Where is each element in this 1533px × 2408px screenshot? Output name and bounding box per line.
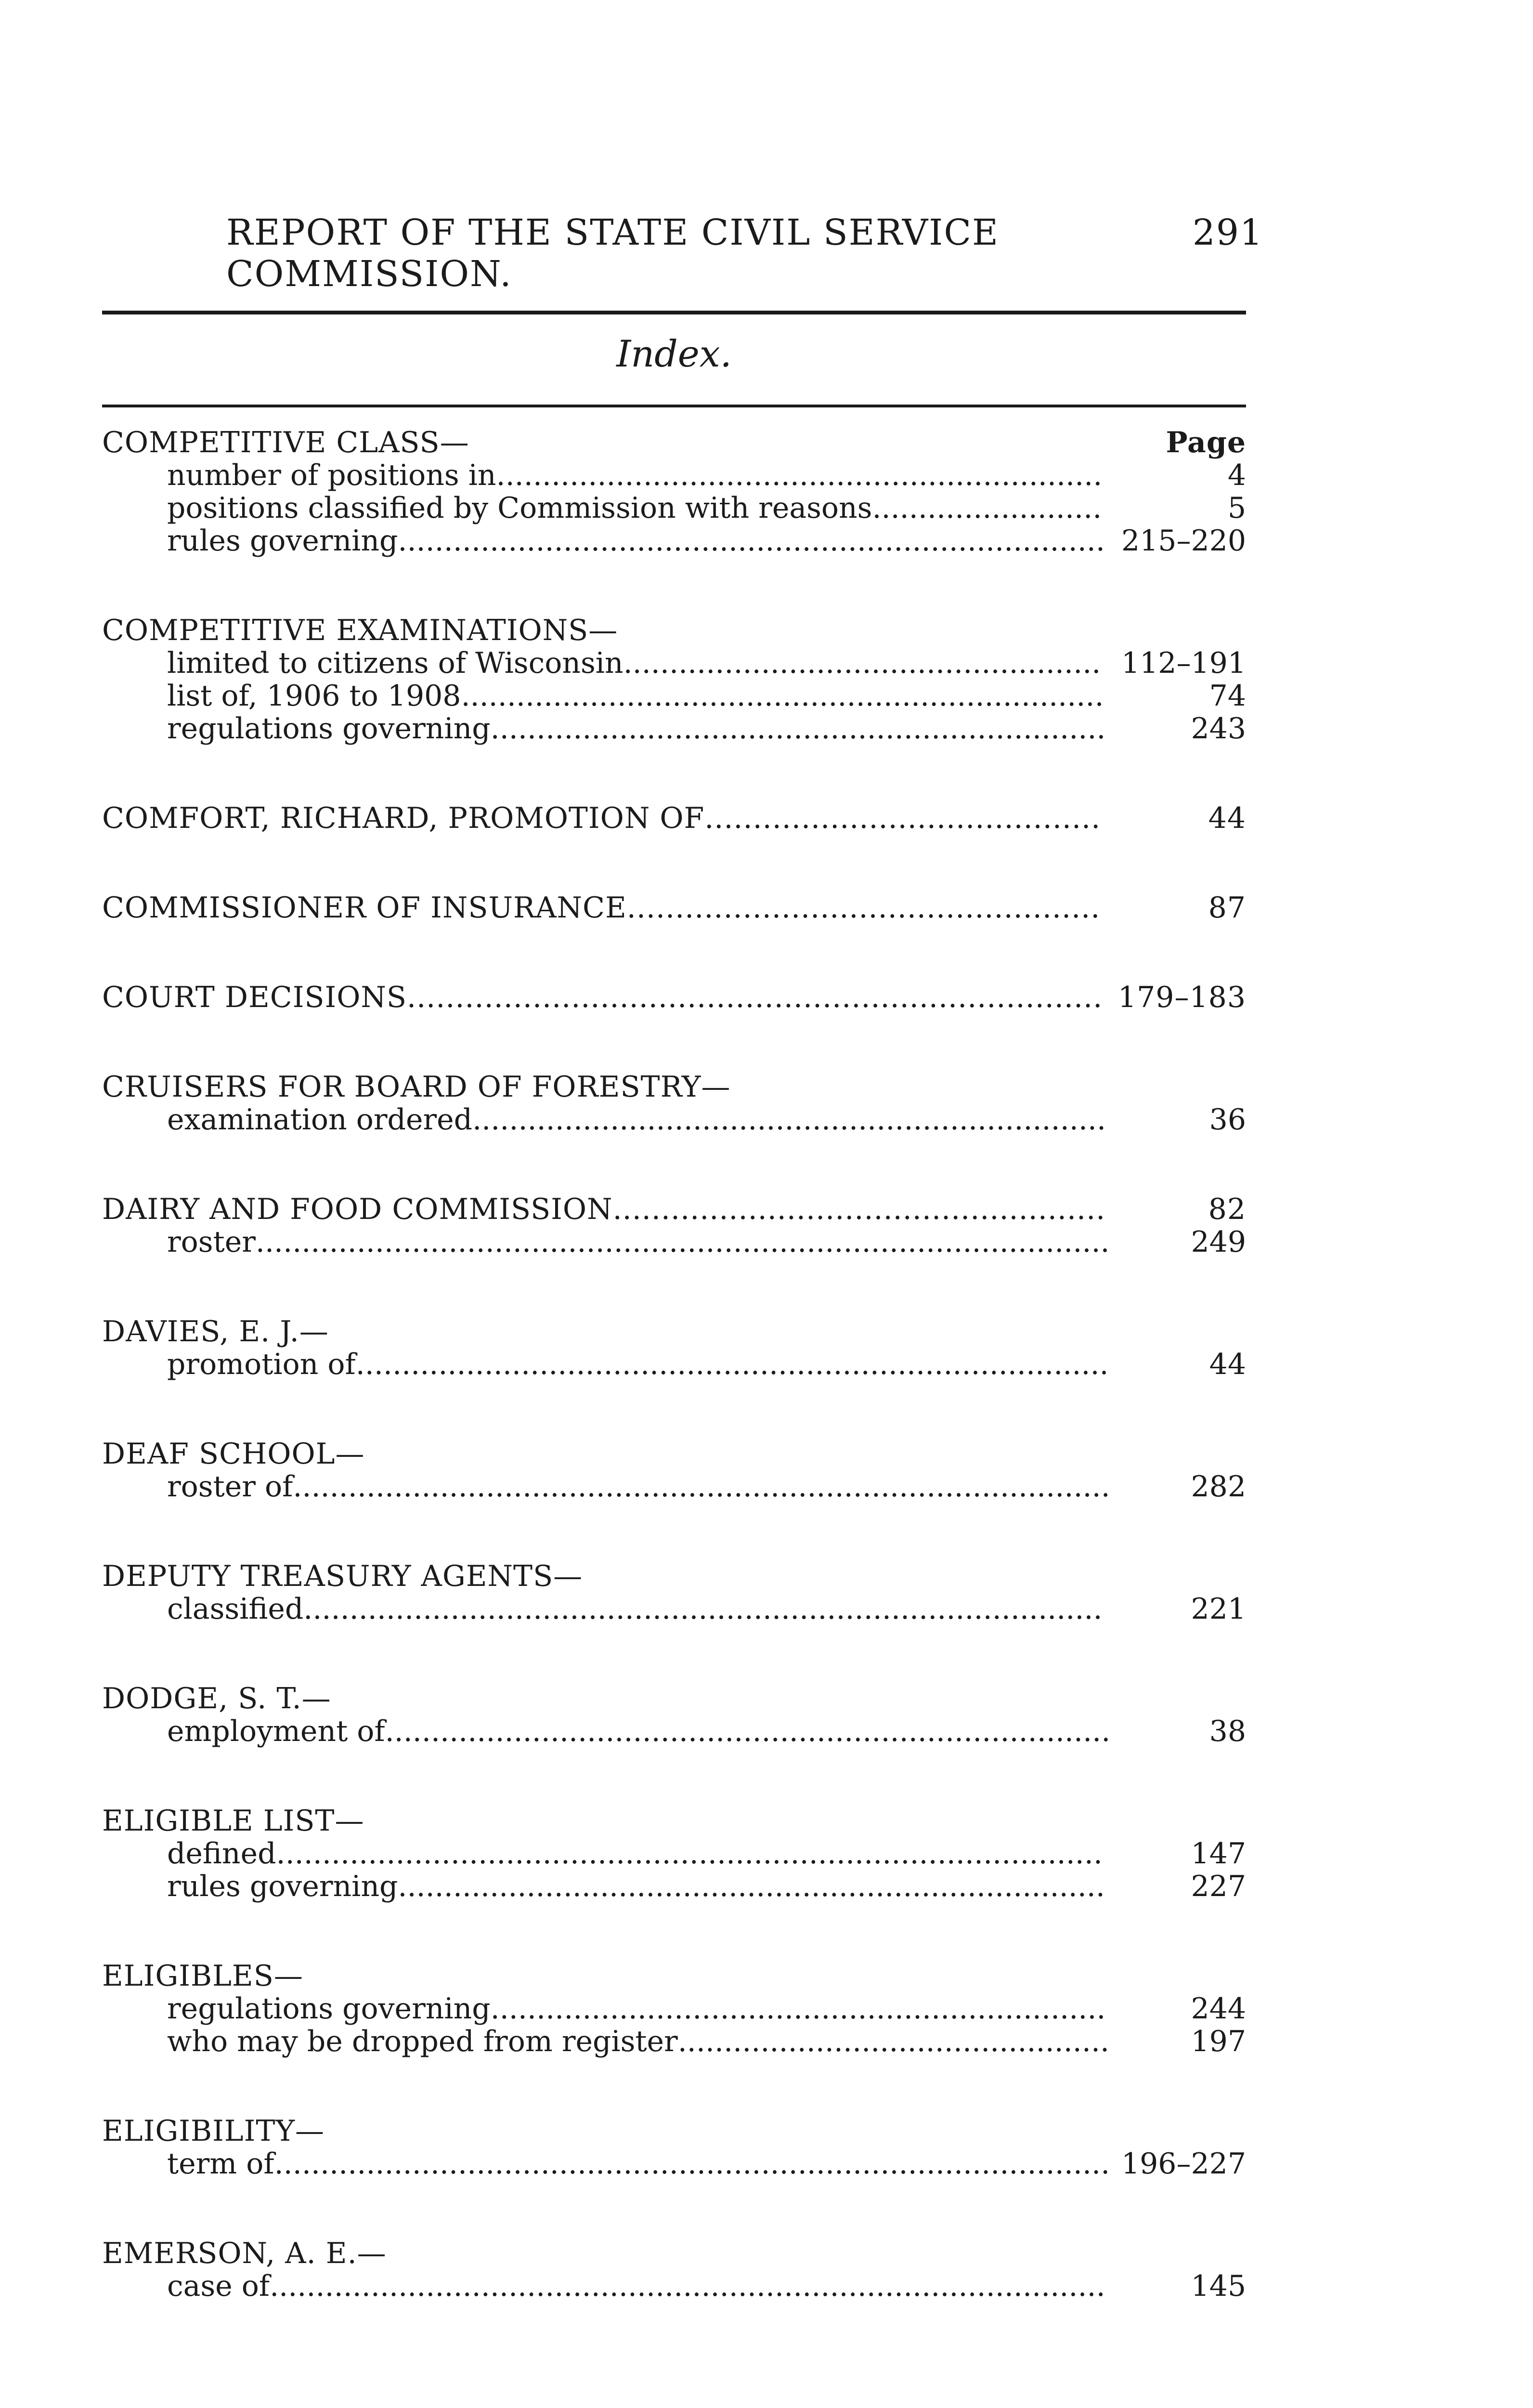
index-entry xyxy=(102,2115,1246,2180)
entry-heading xyxy=(102,1560,1246,1593)
entry-heading-text: DEPUTY TREASURY AGENTS— xyxy=(102,1559,583,1593)
page-ref: 147 xyxy=(1191,1837,1246,1871)
page-ref: 243 xyxy=(1191,712,1246,746)
dot-leader: ............................................................................. xyxy=(398,524,1105,558)
page-ref: 282 xyxy=(1191,1470,1246,1504)
entry-subitem xyxy=(102,1103,1246,1136)
dot-leader: ........................................................................................... xyxy=(270,2269,1105,2303)
dot-leader: ........................................................................ xyxy=(407,981,1103,1014)
dot-leader: ............................................................................... xyxy=(385,1714,1111,1748)
dot-leader: ................................................. xyxy=(626,891,1101,925)
entry-heading xyxy=(102,614,1246,647)
dot-leader: ........................................................................................... xyxy=(274,2147,1110,2181)
entry-heading-text: COMFORT, RICHARD, PROMOTION OF xyxy=(102,801,705,835)
dot-leader: ......................................... xyxy=(704,801,1101,835)
index-entry xyxy=(102,802,1246,835)
index-entry xyxy=(102,1315,1246,1381)
dot-leader: ......................................................................................... xyxy=(293,1470,1110,1504)
entry-subitem-text: positions classified by Commission with reasons xyxy=(167,491,872,525)
entry-heading xyxy=(102,1193,1246,1226)
page-column-label: Page xyxy=(1166,426,1246,459)
entry-subitem xyxy=(102,2025,1246,2058)
page-ref: 179–183 xyxy=(1117,981,1246,1014)
entry-subitem-text: examination ordered xyxy=(167,1103,473,1137)
page-ref: 44 xyxy=(1208,801,1246,835)
index-entry xyxy=(102,2237,1246,2303)
page-ref: 74 xyxy=(1209,679,1246,713)
entry-subitem-text: term of xyxy=(167,2147,274,2181)
page-ref: 215–220 xyxy=(1121,524,1246,558)
entry-heading-text: DAIRY AND FOOD COMMISSION xyxy=(102,1192,613,1226)
index-entry xyxy=(102,614,1246,745)
dot-leader: ................................................................... xyxy=(490,712,1106,746)
index-entry xyxy=(102,1805,1246,1903)
entry-subitem-text: rules governing xyxy=(167,1870,398,1903)
page-ref: 38 xyxy=(1209,1714,1246,1748)
page-ref: 244 xyxy=(1191,1992,1246,2026)
page-ref: 44 xyxy=(1209,1348,1246,1381)
page-ref: 145 xyxy=(1191,2269,1246,2303)
entry-heading-text: EMERSON, A. E.— xyxy=(102,2237,387,2270)
top-rule xyxy=(102,311,1246,314)
dot-leader: ......................... xyxy=(872,491,1102,525)
entry-subitem xyxy=(102,2147,1246,2180)
entry-subitem-text: promotion of xyxy=(167,1348,356,1381)
dot-leader: ..................................................................... xyxy=(472,1103,1106,1137)
entry-subitem xyxy=(102,1837,1246,1870)
dot-leader: ................................................... xyxy=(612,1192,1106,1226)
entry-heading-text: DODGE, S. T.— xyxy=(102,1682,331,1715)
index-entry xyxy=(102,1682,1246,1748)
entry-subitem-text: classified xyxy=(167,1592,304,1626)
entry-subitem xyxy=(102,1226,1246,1258)
page-ref: 36 xyxy=(1209,1103,1246,1137)
dot-leader: .................................................................................. xyxy=(355,1348,1109,1381)
section-title: Index. xyxy=(616,332,732,375)
page-ref: 82 xyxy=(1208,1192,1246,1226)
dot-leader: .................................................... xyxy=(623,646,1101,680)
page-ref: 197 xyxy=(1191,2025,1246,2058)
entry-subitem-text: regulations governing xyxy=(167,1992,491,2026)
entry-heading xyxy=(102,802,1246,835)
page-ref: 196–227 xyxy=(1121,2147,1246,2181)
entry-heading xyxy=(102,891,1246,924)
index-entry xyxy=(102,426,1246,557)
dot-leader: ............................................................................. xyxy=(398,1870,1105,1903)
entry-heading xyxy=(102,981,1246,1014)
entry-heading-text: COURT DECISIONS xyxy=(102,981,407,1014)
dot-leader: .......................................................................................... xyxy=(276,1837,1103,1871)
dot-leader: ...................................................................... xyxy=(461,679,1104,713)
page-ref: 5 xyxy=(1227,491,1246,525)
dot-leader: .................................................................. xyxy=(496,458,1103,492)
entry-subitem-text: roster xyxy=(167,1225,256,1259)
entry-subitem-text: list of, 1906 to 1908 xyxy=(167,679,461,713)
entry-subitem xyxy=(102,1992,1246,2025)
entry-heading-text: DEAF SCHOOL— xyxy=(102,1437,365,1471)
index-entry xyxy=(102,981,1246,1014)
entry-subitem xyxy=(102,524,1246,557)
dot-leader: ....................................................................................... xyxy=(303,1592,1103,1626)
entry-subitem xyxy=(102,1348,1246,1381)
page-ref: 112–191 xyxy=(1121,646,1246,680)
entry-subitem-text: limited to citizens of Wisconsin xyxy=(167,646,624,680)
running-header xyxy=(226,212,1263,295)
entry-heading xyxy=(102,2237,1246,2270)
dot-leader: ............................................... xyxy=(677,2025,1110,2058)
entry-heading xyxy=(102,1315,1246,1348)
page-ref: 4 xyxy=(1227,458,1246,492)
entry-subitem-text: defined xyxy=(167,1837,276,1871)
entry-heading-text: COMPETITIVE EXAMINATIONS— xyxy=(102,614,618,647)
entry-heading-text: ELIGIBILITY— xyxy=(102,2114,325,2148)
index-list xyxy=(102,426,1246,2359)
entry-heading xyxy=(102,1960,1246,1992)
entry-subitem xyxy=(102,1870,1246,1903)
entry-heading-text: COMPETITIVE CLASS— xyxy=(102,426,469,459)
index-entry xyxy=(102,1193,1246,1258)
index-entry xyxy=(102,1438,1246,1503)
entry-subitem-text: rules governing xyxy=(167,524,398,558)
entry-subitem xyxy=(102,712,1246,745)
index-entry xyxy=(102,1960,1246,2058)
entry-subitem xyxy=(102,2270,1246,2303)
entry-heading xyxy=(102,426,1246,459)
entry-heading-text: COMMISSIONER OF INSURANCE xyxy=(102,891,627,925)
entry-heading-text: DAVIES, E. J.— xyxy=(102,1315,329,1348)
index-entry xyxy=(102,891,1246,924)
entry-heading xyxy=(102,2115,1246,2147)
entry-subitem-text: case of xyxy=(167,2269,270,2303)
index-entry xyxy=(102,1560,1246,1625)
page-ref: 249 xyxy=(1191,1225,1246,1259)
page-ref: 87 xyxy=(1208,891,1246,925)
entry-subitem xyxy=(102,492,1246,524)
entry-heading xyxy=(102,1071,1246,1103)
entry-subitem-text: roster of xyxy=(167,1470,293,1504)
entry-heading xyxy=(102,1438,1246,1470)
entry-subitem-text: regulations governing xyxy=(167,712,491,746)
entry-subitem-text: who may be dropped from register xyxy=(167,2025,678,2058)
index-entry xyxy=(102,1071,1246,1136)
entry-heading-text: CRUISERS FOR BOARD OF FORESTRY— xyxy=(102,1070,731,1104)
entry-subitem xyxy=(102,459,1246,492)
entry-subitem xyxy=(102,680,1246,712)
running-title: REPORT OF THE STATE CIVIL SERVICE COMMISSION. xyxy=(226,212,1000,295)
entry-subitem-text: number of positions in xyxy=(167,458,496,492)
entry-heading-text: ELIGIBLES— xyxy=(102,1959,303,1993)
entry-heading xyxy=(102,1805,1246,1837)
entry-heading-text: ELIGIBLE LIST— xyxy=(102,1804,364,1838)
dot-leader: ............................................................................................. xyxy=(255,1225,1110,1259)
dot-leader: ................................................................... xyxy=(490,1992,1106,2026)
entry-subitem-text: employment of xyxy=(167,1714,385,1748)
entry-heading xyxy=(102,1682,1246,1715)
entry-subitem xyxy=(102,1470,1246,1503)
page-ref: 227 xyxy=(1191,1870,1246,1903)
entry-subitem xyxy=(102,1715,1246,1748)
entry-subitem xyxy=(102,647,1246,680)
entry-subitem xyxy=(102,1593,1246,1625)
page-number: 291 xyxy=(1192,212,1263,253)
section-rule xyxy=(102,405,1246,407)
page-ref: 221 xyxy=(1191,1592,1246,1626)
